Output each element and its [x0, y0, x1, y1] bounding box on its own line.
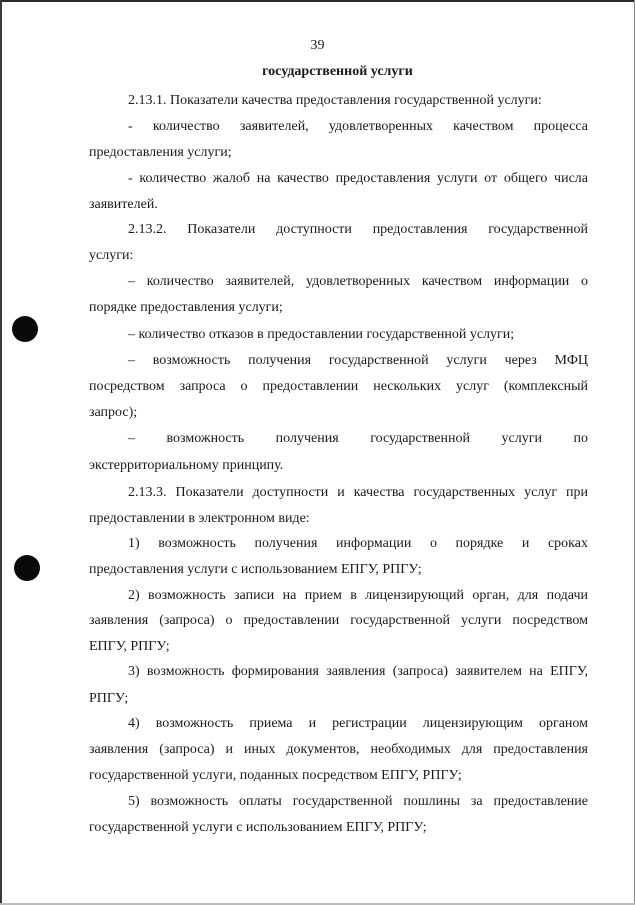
text-line: услуги: — [89, 248, 134, 263]
text-line: предоставления услуги с использованием ЕПГУ, РПГУ; — [89, 562, 422, 577]
text-line: заявления (запроса) и иных документов, необходимых для предоставления — [89, 742, 588, 757]
punch-hole — [14, 555, 40, 581]
scan-edge-left — [0, 0, 2, 905]
text-line: ЕПГУ, РПГУ; — [89, 639, 170, 654]
text-line: заявителей. — [89, 197, 158, 212]
text-line: 2.13.2. Показатели доступности предоставления государственной — [128, 222, 588, 237]
text-line: государственной услуги, поданных посредством ЕПГУ, РПГУ; — [89, 768, 462, 783]
text-line: 4) возможность приема и регистрации лицензирующим органом — [128, 716, 588, 731]
section-heading: государственной услуги — [262, 64, 413, 79]
text-line: предоставлении в электронном виде: — [89, 511, 310, 526]
punch-hole — [12, 316, 38, 342]
text-line: – возможность получения государственной услуги по — [128, 431, 588, 446]
text-line: заявления (запроса) о предоставлении государственной услуги посредством — [89, 613, 588, 628]
text-line: государственной услуги с использованием ЕПГУ, РПГУ; — [89, 820, 427, 835]
text-line: - количество заявителей, удовлетворенных качеством процесса — [128, 119, 588, 134]
text-line: – количество отказов в предоставлении государственной услуги; — [128, 327, 515, 342]
text-line: 2.13.3. Показатели доступности и качества государственных услуг при — [128, 485, 588, 500]
text-line: порядке предоставления услуги; — [89, 300, 283, 315]
text-line: – возможность получения государственной услуги через МФЦ — [128, 353, 588, 368]
text-line: 2.13.1. Показатели качества предоставления государственной услуги: — [128, 93, 542, 108]
page-number: 39 — [310, 38, 325, 53]
text-line: экстерриториальному принципу. — [89, 458, 284, 473]
text-line: 3) возможность формирования заявления (запроса) заявителем на ЕПГУ, — [128, 664, 588, 679]
text-line: посредством запроса о предоставлении нескольких услуг (комплексный — [89, 379, 588, 394]
scan-edge-top — [0, 0, 635, 2]
text-line: - количество жалоб на качество предоставления услуги от общего числа — [128, 171, 588, 186]
text-line: РПГУ; — [89, 691, 129, 706]
text-line: предоставления услуги; — [89, 145, 232, 160]
text-line: 5) возможность оплаты государственной пошлины за предоставление — [128, 794, 588, 809]
text-line: 2) возможность записи на прием в лицензирующий орган, для подачи — [128, 588, 588, 603]
text-line: – количество заявителей, удовлетворенных качеством информации о — [128, 274, 588, 289]
text-line: 1) возможность получения информации о порядке и сроках — [128, 536, 588, 551]
text-line: запрос); — [89, 405, 138, 420]
